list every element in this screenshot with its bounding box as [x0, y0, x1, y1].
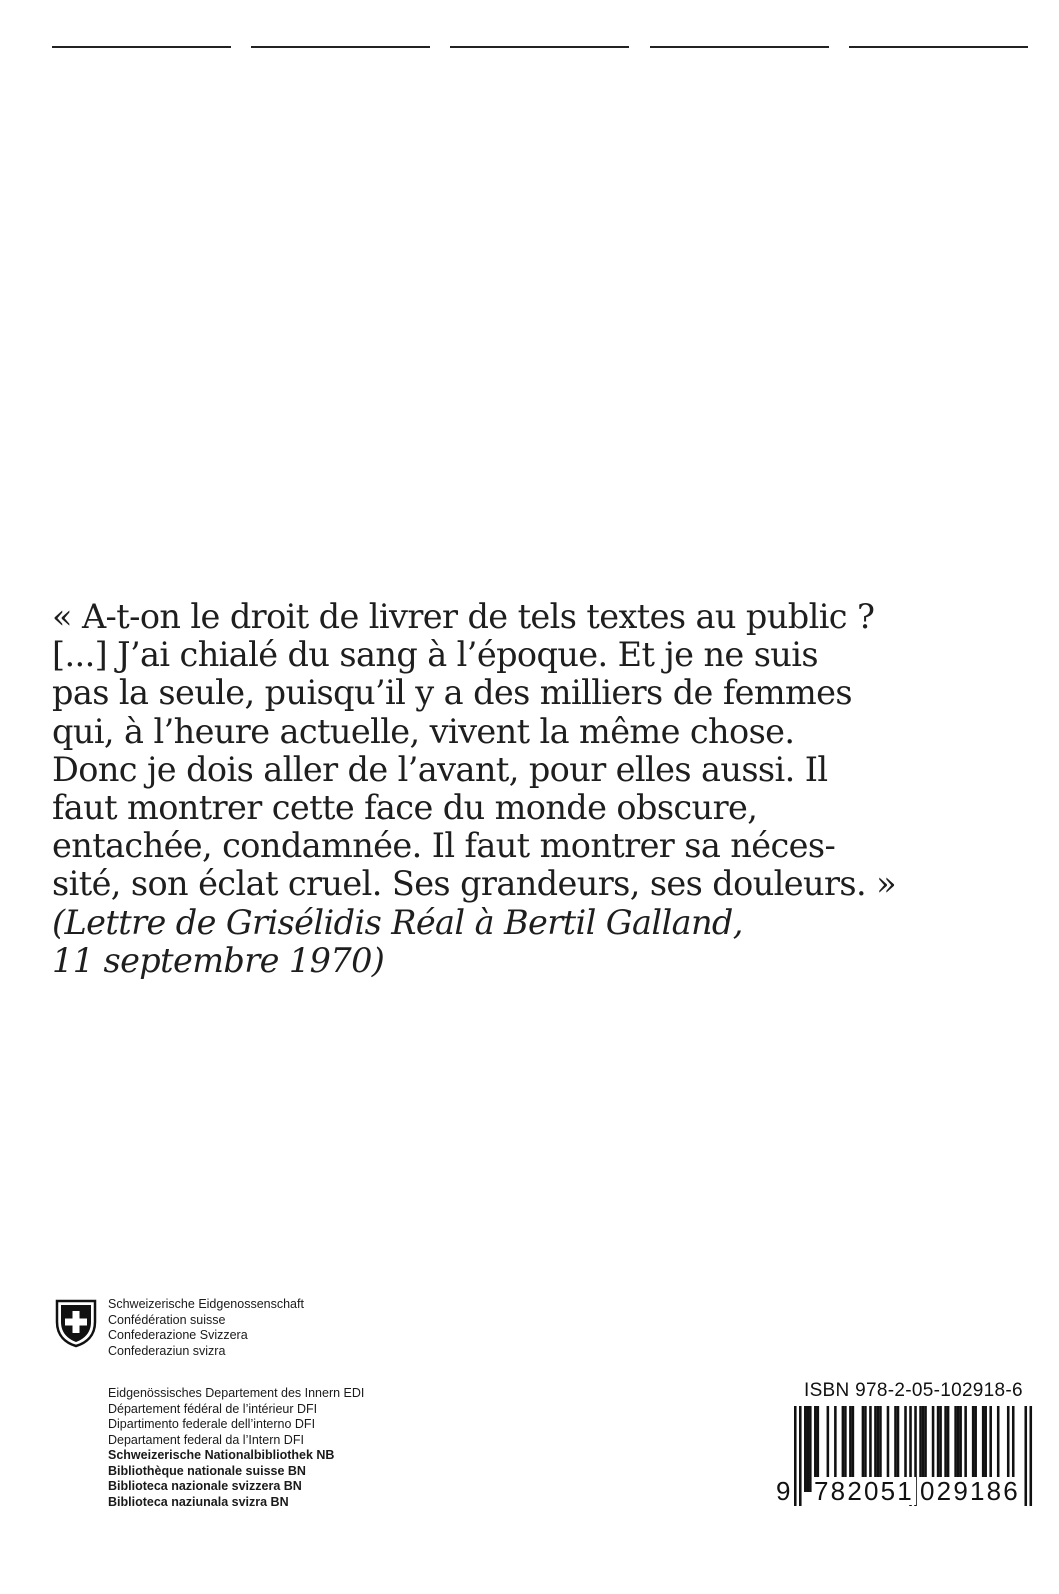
top-rule — [849, 46, 1028, 48]
top-rules — [52, 46, 1029, 48]
swiss-crest-icon — [54, 1298, 98, 1348]
ean-left-digits: 782051 — [814, 1476, 914, 1506]
quote-citation: (Lettre de Grisélidis Réal à Bertil Galland, — [52, 902, 743, 942]
department-name: Dipartimento federale dell’interno DFI — [108, 1417, 316, 1431]
barcode-bar — [799, 1406, 802, 1506]
back-cover-quote — [52, 597, 896, 980]
quote-line: faut montrer cette face du monde obscure, — [52, 788, 758, 828]
library-name: Biblioteca naziunala svizra BN — [108, 1494, 289, 1509]
top-rule — [450, 46, 629, 48]
barcode-bar — [804, 1406, 807, 1492]
barcode-bar — [794, 1406, 797, 1506]
library-name: Bibliothèque nationale suisse BN — [108, 1463, 306, 1478]
department-name: Département fédéral de l’intérieur DFI — [108, 1401, 318, 1416]
isbn-barcode — [772, 1380, 1034, 1530]
department-name: Departament federal da l’Intern DFI — [108, 1432, 304, 1447]
ean-right-digits: 029186 — [920, 1476, 1020, 1506]
library-name: Schweizerische Nationalbibliothek NB — [108, 1448, 335, 1462]
quote-line: sité, son éclat cruel. Ses grandeurs, ses douleurs. » — [52, 864, 896, 904]
barcode-bar — [807, 1406, 810, 1492]
quote-line: [...] J’ai chialé du sang à l’époque. Et je ne suis — [52, 635, 818, 675]
barcode-bar — [1029, 1406, 1032, 1506]
library-name: Biblioteca nazionale svizzera BN — [108, 1479, 302, 1493]
department-name: Eidgenössisches Departement des Innern EDI — [108, 1386, 365, 1400]
confederation-name: Confederaziun svizra — [108, 1343, 226, 1358]
confederation-name: Confederazione Svizzera — [108, 1328, 248, 1342]
isbn-label: ISBN 978-2-05-102918-6 — [804, 1380, 1023, 1401]
quote-line: pas la seule, puisqu’il y a des milliers de femmes — [52, 673, 852, 713]
quote-citation: 11 septembre 1970) — [52, 940, 385, 980]
quote-line: Donc je dois aller de l’avant, pour elles aussi. Il — [52, 749, 828, 789]
quote-line: « A-t-on le droit de livrer de tels textes au public ? — [52, 597, 875, 636]
top-rule — [650, 46, 829, 48]
barcode-bar — [1024, 1406, 1027, 1506]
top-rule — [52, 46, 231, 48]
top-rule — [251, 46, 430, 48]
confederation-names — [108, 1297, 304, 1359]
confederation-name: Confédération suisse — [108, 1312, 226, 1327]
quote-line: entachée, condamnée. Il faut montrer sa néces- — [52, 826, 836, 866]
ean-first-digit: 9 — [776, 1476, 793, 1506]
confederation-name: Schweizerische Eidgenossenschaft — [108, 1297, 304, 1311]
quote-line: qui, à l’heure actuelle, vivent la même chose. — [52, 711, 795, 751]
department-block — [108, 1386, 364, 1510]
